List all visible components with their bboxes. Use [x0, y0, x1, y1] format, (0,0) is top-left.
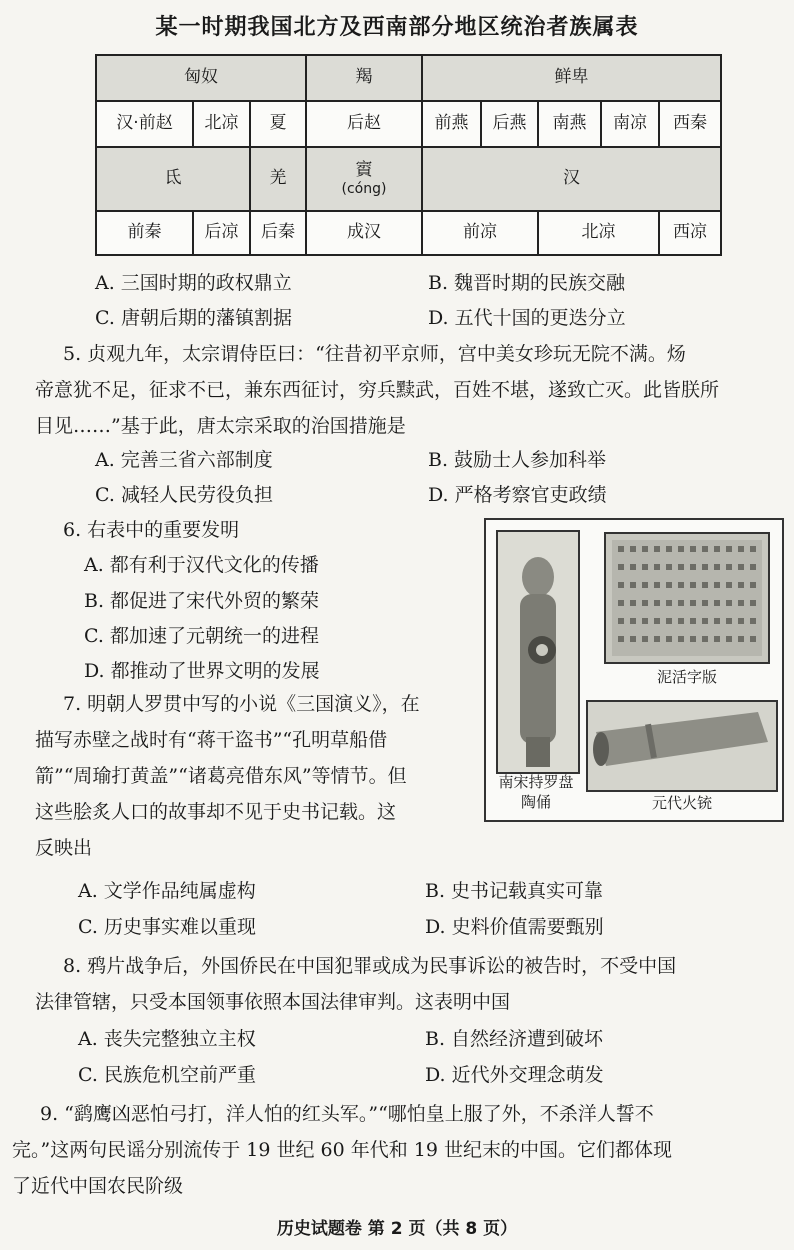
regime-cell: 北凉 — [538, 211, 659, 255]
q5-stem — [35, 336, 785, 444]
regime-cell: 南燕 — [538, 101, 601, 147]
regime-cell: 南凉 — [601, 101, 659, 147]
regime-cell: 后燕 — [481, 101, 538, 147]
regime-cell: 后赵 — [306, 101, 422, 147]
figurine-caption — [490, 772, 582, 812]
figurine-caption-line: 南宋持罗盘 — [498, 773, 574, 791]
regime-cell: 西凉 — [659, 211, 721, 255]
q6-option-b: B. 都促进了宋代外贸的繁荣 — [84, 590, 320, 612]
compass-figurine-image — [496, 530, 580, 774]
q5-option-d: D. 严格考察官吏政绩 — [428, 484, 607, 506]
fire-lance-caption: 元代火铳 — [651, 794, 712, 812]
tribe-xianbei: 鲜卑 — [422, 55, 721, 101]
q8-line: 8. 鸦片战争后，外国侨民在中国犯罪或成为民事诉讼的被告时，不受中国 — [63, 955, 677, 977]
tribe-jie: 羯 — [306, 55, 422, 101]
page-footer: 历史试题卷 第 2 页（共 8 页） — [276, 1219, 518, 1239]
q7-line: 反映出 — [35, 837, 93, 859]
regime-cell: 前秦 — [96, 211, 193, 255]
q6-option-c: C. 都加速了元朝统一的进程 — [84, 625, 319, 647]
q5-line: 5. 贞观九年，太宗谓侍臣曰：“往昔初平京师，宫中美女珍玩无院不满。炀 — [63, 343, 686, 365]
q7-stem — [35, 686, 475, 866]
q7-option-c: C. 历史事实难以重现 — [78, 916, 256, 938]
tribe-cong — [306, 147, 422, 211]
regime-cell: 前凉 — [422, 211, 538, 255]
type-grid-icon — [606, 534, 768, 662]
q8-option-b: B. 自然经济遭到破坏 — [425, 1028, 604, 1050]
q9-stem — [12, 1096, 787, 1204]
q9-line: 9. “鹞鹰凶恶怕弓打，洋人怕的红头军。”“哪怕皇上服了外，不杀洋人誓不 — [40, 1103, 654, 1125]
q5-line: 目见……”基于此，唐太宗采取的治国措施是 — [35, 415, 406, 437]
regime-cell: 汉·前赵 — [96, 101, 193, 147]
tribe-cong-char: 賨 — [355, 160, 373, 181]
q7-line: 箭”“周瑜打黄盖”“诸葛亮借东风”等情节。但 — [35, 765, 407, 787]
q6-option-a: A. 都有利于汉代文化的传播 — [84, 554, 319, 576]
tribe-di: 氐 — [96, 147, 250, 211]
q8-option-d: D. 近代外交理念萌发 — [425, 1064, 604, 1086]
q4-option-d: D. 五代十国的更迭分立 — [428, 307, 626, 329]
regime-cell: 后凉 — [193, 211, 250, 255]
q7-line: 这些脍炙人口的故事却不见于史书记载。这 — [35, 801, 397, 823]
q8-stem — [35, 948, 785, 1020]
inventions-figure — [484, 518, 784, 822]
q7-option-d: D. 史料价值需要甄别 — [425, 916, 604, 938]
q9-line: 了近代中国农民阶级 — [12, 1175, 184, 1197]
q7-option-b: B. 史书记载真实可靠 — [425, 880, 604, 902]
fire-lance-icon — [588, 702, 776, 790]
regime-cell: 西秦 — [659, 101, 721, 147]
q5-option-b: B. 鼓励士人参加科举 — [428, 449, 607, 471]
q8-option-a: A. 丧失完整独立主权 — [78, 1028, 256, 1050]
q7-line: 描写赤壁之战时有“蒋干盗书”“孔明草船借 — [35, 729, 388, 751]
regime-cell: 夏 — [250, 101, 306, 147]
q7-option-a: A. 文学作品纯属虚构 — [78, 880, 256, 902]
q5-option-c: C. 减轻人民劳役负担 — [95, 484, 273, 506]
q7-line: 7. 明朝人罗贯中写的小说《三国演义》，在 — [63, 693, 420, 715]
tribe-table — [95, 54, 722, 256]
q8-line: 法律管辖，只受本国领事依照本国法律审判。这表明中国 — [35, 991, 511, 1013]
regime-cell: 后秦 — [250, 211, 306, 255]
q9-line: 完。”这两句民谣分别流传于 19 世纪 60 年代和 19 世纪末的中国。它们都体现 — [12, 1139, 672, 1161]
regime-cell: 前燕 — [422, 101, 481, 147]
fire-lance-image — [586, 700, 778, 792]
q4-option-c: C. 唐朝后期的藩镇割据 — [95, 307, 292, 329]
tribe-cong-pinyin: (cóng) — [341, 180, 387, 197]
clay-type-caption: 泥活字版 — [656, 668, 717, 686]
q8-option-c: C. 民族危机空前严重 — [78, 1064, 256, 1086]
figurine-caption-line: 陶俑 — [520, 793, 551, 811]
regime-cell: 北凉 — [193, 101, 250, 147]
q5-option-a: A. 完善三省六部制度 — [95, 449, 273, 471]
tribe-xiongnu: 匈奴 — [96, 55, 306, 101]
tribe-qiang: 羌 — [250, 147, 306, 211]
q6-stem: 6. 右表中的重要发明 — [63, 519, 240, 541]
q5-line: 帝意犹不足，征求不已，兼东西征讨，穷兵黩武，百姓不堪，遂致亡灭。此皆朕所 — [35, 379, 720, 401]
q4-option-b: B. 魏晋时期的民族交融 — [428, 272, 626, 294]
q4-option-a: A. 三国时期的政权鼎立 — [95, 272, 292, 294]
q6-option-d: D. 都推动了世界文明的发展 — [84, 660, 320, 682]
clay-type-image — [604, 532, 770, 664]
tribe-han: 汉 — [422, 147, 721, 211]
table-title: 某一时期我国北方及西南部分地区统治者族属表 — [155, 14, 639, 40]
regime-cell: 成汉 — [306, 211, 422, 255]
figurine-icon — [498, 532, 578, 772]
